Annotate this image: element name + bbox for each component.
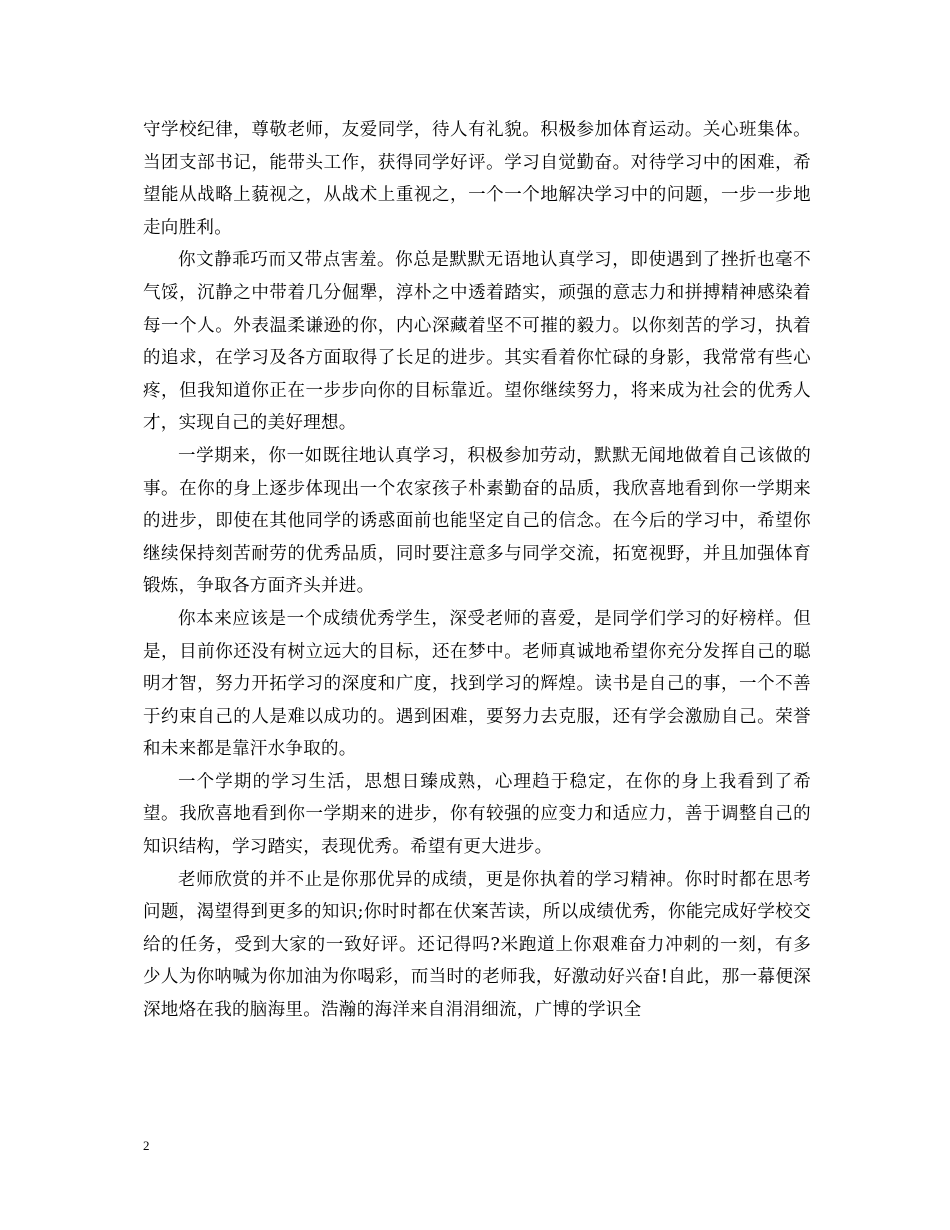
paragraph-6: 老师欣赏的并不止是你那优异的成绩，更是你执着的学习精神。你时时都在思考问题，渴望得到更多的知识;你时时都在伏案苦读，所以成绩优秀，你能完成好学校交给的任务，受到大家的一致好评。还记得吗?米跑道上你艰难奋力冲刺的一刻，有多少人为你呐喊为你加油为你喝彩，而当时的老师我，好激动好兴奋!自此，那一幕便深深地烙在我的脑海里。浩瀚的海洋来自涓涓细流，广博的学识全 [143, 869, 811, 1021]
paragraph-4: 你本来应该是一个成绩优秀学生，深受老师的喜爱，是同学们学习的好榜样。但是，目前你还没有树立远大的目标，还在梦中。老师真诚地希望你充分发挥自己的聪明才智，努力开拓学习的深度和广度，找到学习的辉煌。读书是自己的事，一个不善于约束自己的人是难以成功的。遇到困难，要努力去克服，还有学会激励自己。荣誉和未来都是靠汗水争取的。 [143, 608, 811, 760]
paragraph-3: 一学期来，你一如既往地认真学习，积极参加劳动，默默无闻地做着自己该做的事。在你的身上逐步体现出一个农家孩子朴素勤奋的品质，我欣喜地看到你一学期来的进步，即使在其他同学的诱惑面前也能坚定自己的信念。在今后的学习中，希望你继续保持刻苦耐劳的优秀品质，同时要注意多与同学交流，拓宽视野，并且加强体育锻炼，争取各方面齐头并进。 [143, 445, 811, 597]
document-body [143, 114, 811, 1027]
paragraph-5: 一个学期的学习生活，思想日臻成熟，心理趋于稳定，在你的身上我看到了希望。我欣喜地看到你一学期来的进步，你有较强的应变力和适应力，善于调整自己的知识结构，学习踏实，表现优秀。希望有更大进步。 [143, 771, 811, 858]
page-number: 2 [143, 1138, 150, 1153]
paragraph-2: 你文静乖巧而又带点害羞。你总是默默无语地认真学习，即使遇到了挫折也毫不气馁，沉静之中带着几分倔犟，淳朴之中透着踏实，顽强的意志力和拼搏精神感染着每一个人。外表温柔谦逊的你，内心深藏着坚不可摧的毅力。以你刻苦的学习，执着的追求，在学习及各方面取得了长足的进步。其实看着你忙碌的身影，我常常有些心疼，但我知道你正在一步步向你的目标靠近。望你继续努力，将来成为社会的优秀人才，实现自己的美好理想。 [143, 250, 811, 434]
paragraph-1: 守学校纪律，尊敬老师，友爱同学，待人有礼貌。积极参加体育运动。关心班集体。当团支部书记，能带头工作，获得同学好评。学习自觉勤奋。对待学习中的困难，希望能从战略上藐视之，从战术上重视之，一个一个地解决学习中的问题，一步一步地走向胜利。 [143, 120, 811, 238]
